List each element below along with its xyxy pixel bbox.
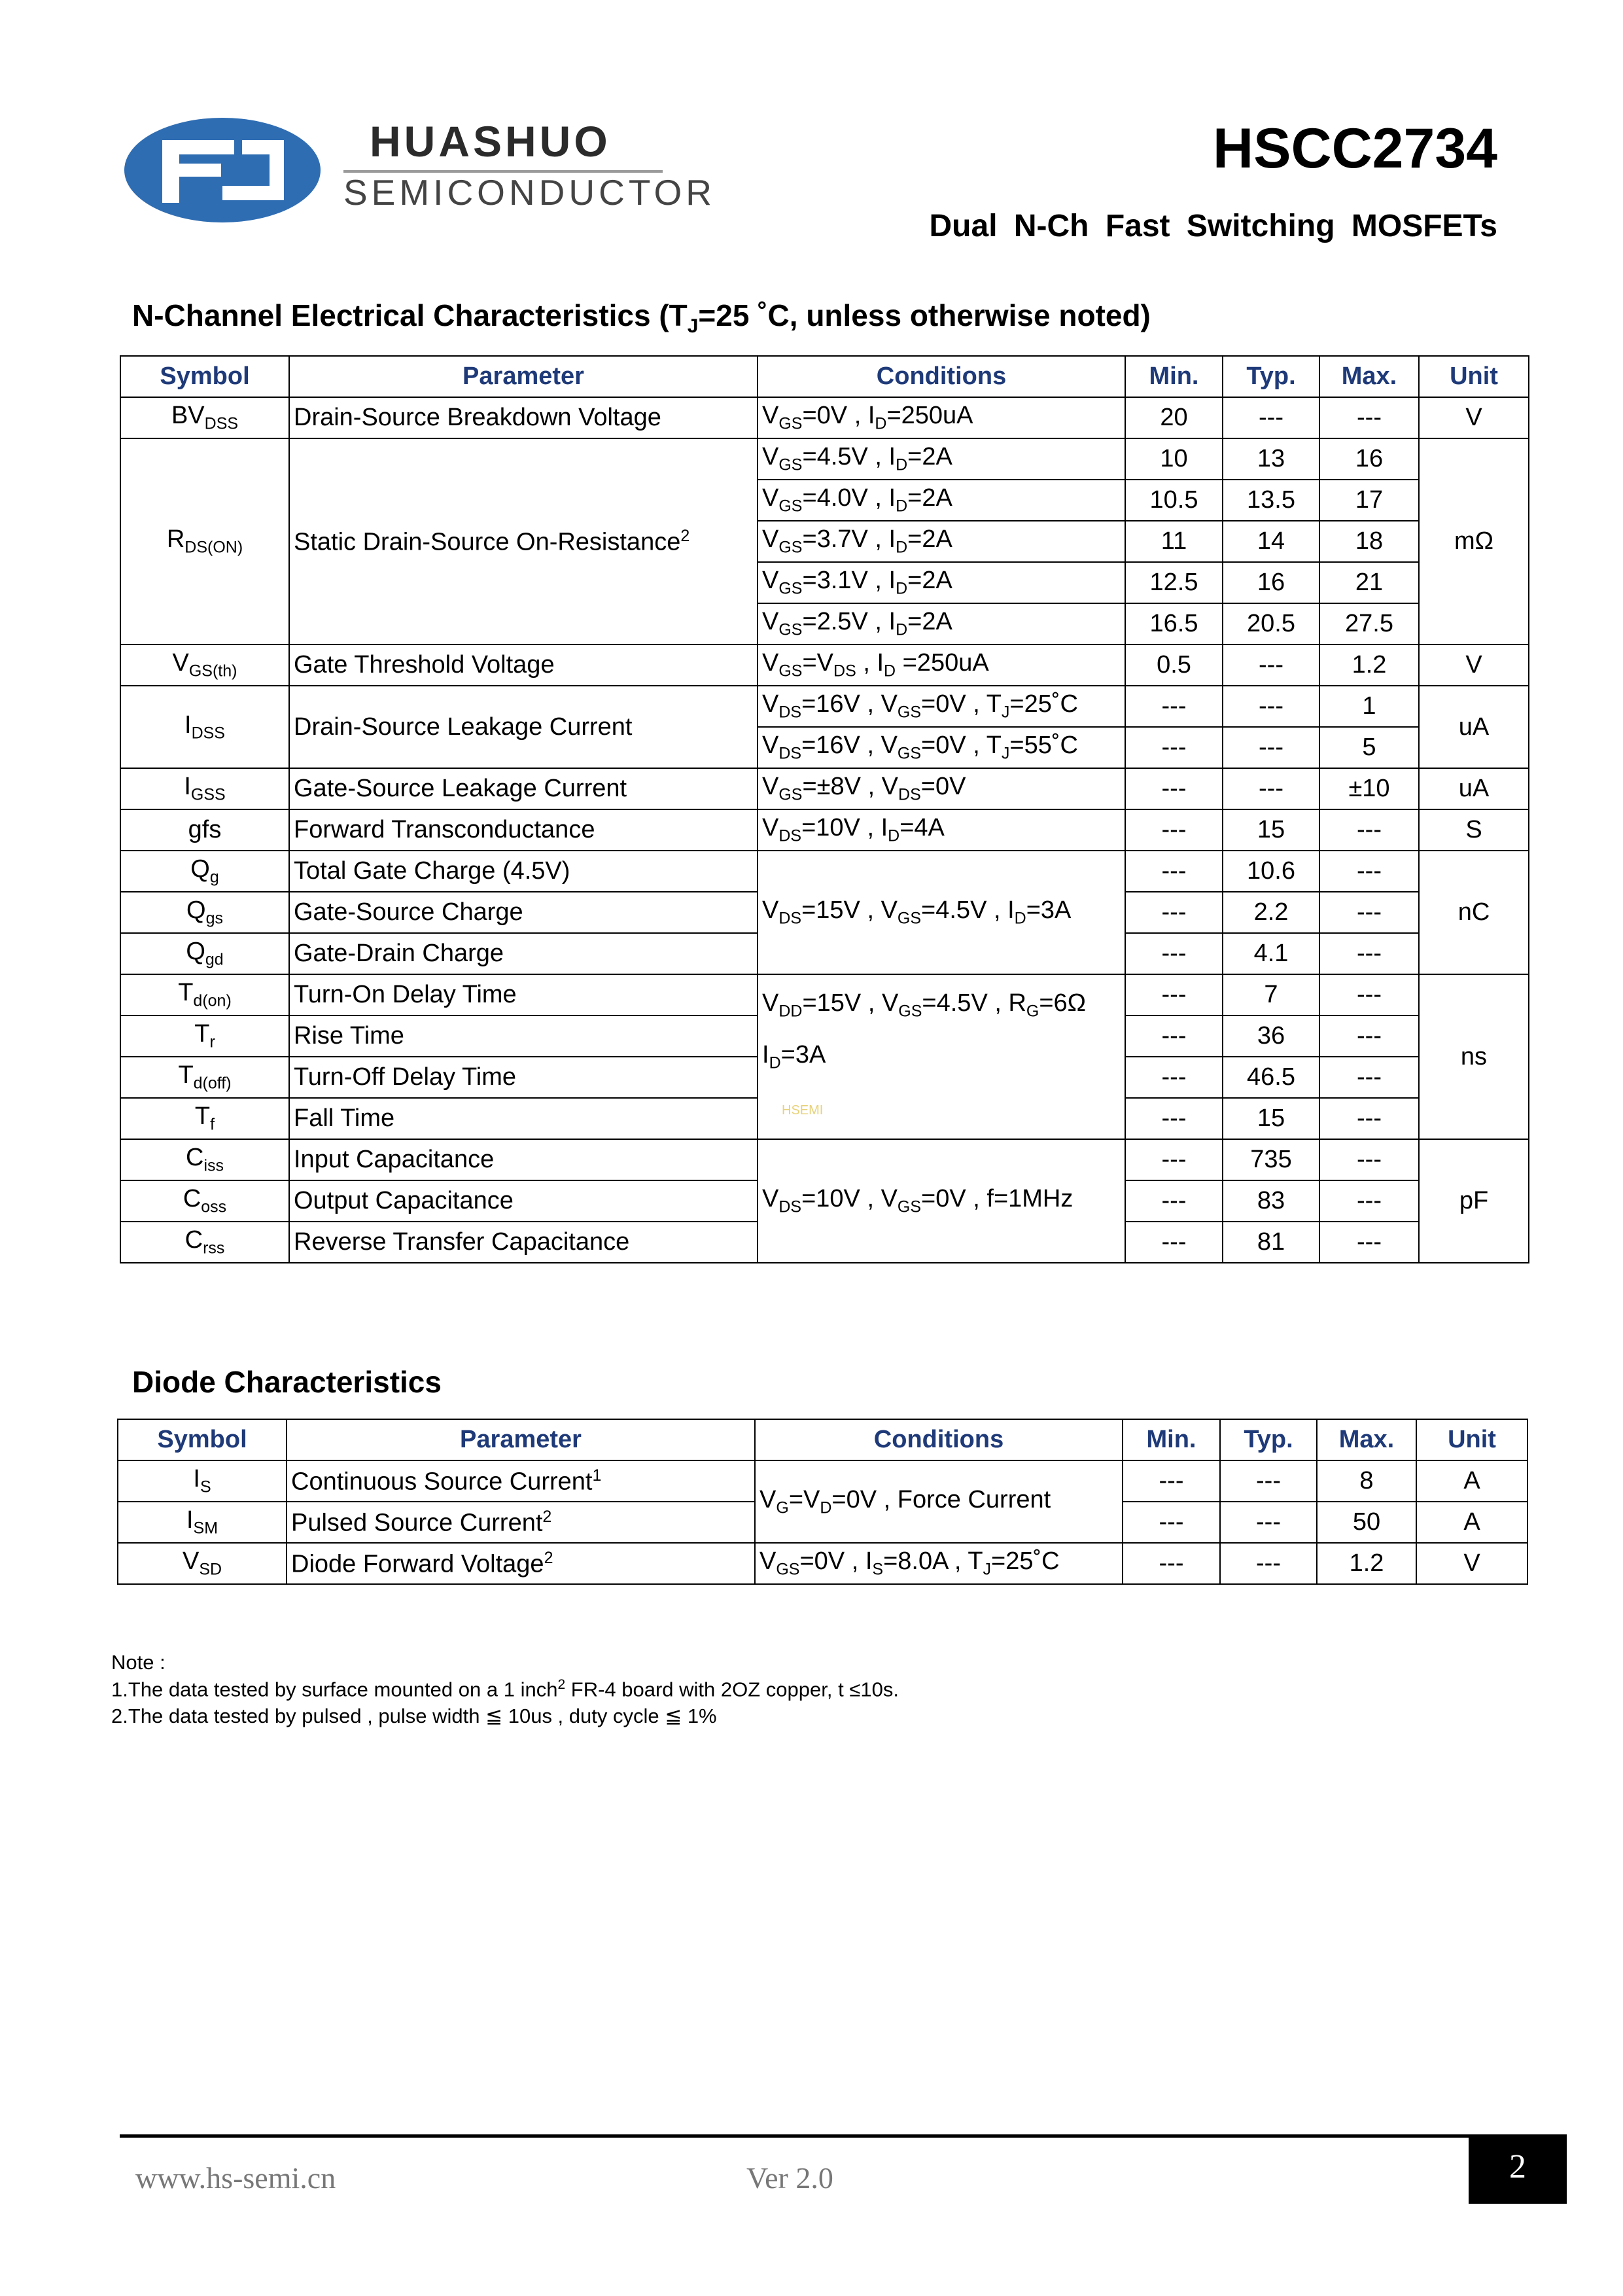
max-cell: 1 — [1319, 686, 1419, 727]
max-cell: 50 — [1317, 1502, 1416, 1543]
header-cell: Parameter — [287, 1419, 755, 1460]
typ-cell: 2.2 — [1223, 892, 1319, 933]
table-row — [120, 809, 1529, 851]
header-cell: Typ. — [1223, 356, 1319, 397]
max-cell: 8 — [1317, 1460, 1416, 1502]
min-cell: --- — [1123, 1460, 1220, 1502]
header-cell: Min. — [1123, 1419, 1220, 1460]
table-header-row — [120, 356, 1529, 397]
parameter-cell: Gate Threshold Voltage — [289, 645, 758, 686]
parameter-cell: Rise Time — [289, 1016, 758, 1057]
parameter-cell: Pulsed Source Current$^2$ — [287, 1502, 755, 1543]
unit-cell: mΩ — [1419, 438, 1529, 645]
header-cell: Typ. — [1220, 1419, 1317, 1460]
parameter-cell: Drain-Source Leakage Current — [289, 686, 758, 768]
header-cell: Parameter — [289, 356, 758, 397]
product-subtitle: Dual N-Ch Fast Switching MOSFETs — [929, 209, 1497, 243]
min-cell: 12.5 — [1125, 562, 1223, 603]
min-cell: 11 — [1125, 521, 1223, 562]
table-row — [120, 851, 1529, 892]
min-cell: --- — [1125, 809, 1223, 851]
symbol-cell: $Q_{gs}$ — [120, 892, 289, 933]
typ-cell: --- — [1220, 1543, 1317, 1584]
footer-version: Ver 2.0 — [746, 2161, 833, 2195]
parameter-cell: Diode Forward Voltage$^2$ — [287, 1543, 755, 1584]
typ-cell: 81 — [1223, 1222, 1319, 1263]
table-row — [120, 768, 1529, 809]
unit-cell: V — [1419, 645, 1529, 686]
header-cell: Min. — [1125, 356, 1223, 397]
unit-cell: A — [1416, 1460, 1527, 1502]
typ-cell: 13.5 — [1223, 480, 1319, 521]
conditions-cell: $V_{GS}=0V$ , $I_S=8.0A$ , $T_J=25˚C$ — [755, 1543, 1123, 1584]
footer-divider — [120, 2134, 1469, 2138]
conditions-cell: $V_{DS}=16V$ , $V_{GS}=0V$ , $T_J=55˚C$ — [758, 727, 1125, 768]
max-cell: 17 — [1319, 480, 1419, 521]
min-cell: --- — [1125, 851, 1223, 892]
parameter-cell: Static Drain-Source On-Resistance$^2$ — [289, 438, 758, 645]
typ-cell: 4.1 — [1223, 933, 1319, 974]
header-cell: Conditions — [758, 356, 1125, 397]
footer-website: www.hs-semi.cn — [135, 2161, 336, 2195]
min-cell: --- — [1125, 1139, 1223, 1180]
header-cell: Max. — [1317, 1419, 1416, 1460]
typ-cell: 15 — [1223, 1098, 1319, 1139]
max-cell: --- — [1319, 892, 1419, 933]
min-cell: --- — [1125, 1016, 1223, 1057]
symbol-cell: $C_{oss}$ — [120, 1180, 289, 1222]
conditions-cell: $V_{DS}=10V$ , $I_D=4A$ — [758, 809, 1125, 851]
typ-cell: --- — [1223, 686, 1319, 727]
typ-cell: --- — [1223, 645, 1319, 686]
conditions-cell: $V_{GS}=3.1V$ , $I_D=2A$ — [758, 562, 1125, 603]
symbol-cell: $T_f$ — [120, 1098, 289, 1139]
unit-cell: uA — [1419, 768, 1529, 809]
brand-name: HUASHUO — [370, 117, 611, 166]
symbol-cell: $T_{d(off)}$ — [120, 1057, 289, 1098]
max-cell: 1.2 — [1317, 1543, 1416, 1584]
typ-cell: --- — [1220, 1460, 1317, 1502]
header-cell: Symbol — [120, 356, 289, 397]
symbol-cell: $R_{DS(ON)}$ — [120, 438, 289, 645]
page-number: 2 — [1509, 2148, 1526, 2185]
parameter-cell: Turn-On Delay Time — [289, 974, 758, 1016]
min-cell: --- — [1125, 892, 1223, 933]
nch-section-title: N-Channel Electrical Characteristics ($T_J=25$ ˚C, unless otherwise noted) — [132, 298, 1151, 338]
nch-characteristics-table — [120, 355, 1529, 1263]
symbol-cell: $Q_g$ — [120, 851, 289, 892]
symbol-cell: $I_{DSS}$ — [120, 686, 289, 768]
conditions-cell: $V_{GS}=V_{DS}$ , $I_D =250uA$ — [758, 645, 1125, 686]
table-row — [118, 1460, 1527, 1502]
typ-cell: 16 — [1223, 562, 1319, 603]
min-cell: --- — [1125, 768, 1223, 809]
conditions-cell: $V_{DS}=10V$ , $V_{GS}=0V$ , f=1MHz — [758, 1139, 1125, 1263]
conditions-cell: $V_{GS}=4.5V$ , $I_D=2A$ — [758, 438, 1125, 480]
table-row — [120, 974, 1529, 1016]
symbol-cell: $V_{SD}$ — [118, 1543, 287, 1584]
part-number: HSCC2734 — [1213, 117, 1497, 180]
unit-cell: A — [1416, 1502, 1527, 1543]
max-cell: --- — [1319, 1057, 1419, 1098]
conditions-cell: $V_{GS}=4.0V$ , $I_D=2A$ — [758, 480, 1125, 521]
typ-cell: 83 — [1223, 1180, 1319, 1222]
min-cell: --- — [1125, 686, 1223, 727]
brand-subtitle: SEMICONDUCTOR — [343, 172, 716, 213]
typ-cell: --- — [1220, 1502, 1317, 1543]
symbol-cell: $V_{GS(th)}$ — [120, 645, 289, 686]
diode-characteristics-table — [117, 1419, 1528, 1585]
note-2: 2.The data tested by pulsed , pulse width ≦ 10us , duty cycle ≦ 1% — [111, 1704, 717, 1727]
max-cell: 18 — [1319, 521, 1419, 562]
symbol-cell: $I_{SM}$ — [118, 1502, 287, 1543]
max-cell: --- — [1319, 1222, 1419, 1263]
header-cell: Max. — [1319, 356, 1419, 397]
parameter-cell: Gate-Drain Charge — [289, 933, 758, 974]
conditions-cell: $V_{GS}=2.5V$ , $I_D=2A$ — [758, 603, 1125, 645]
max-cell: ±10 — [1319, 768, 1419, 809]
symbol-cell: $C_{rss}$ — [120, 1222, 289, 1263]
symbol-cell: $Q_{gd}$ — [120, 933, 289, 974]
min-cell: 16.5 — [1125, 603, 1223, 645]
symbol-cell: $C_{iss}$ — [120, 1139, 289, 1180]
typ-cell: 36 — [1223, 1016, 1319, 1057]
conditions-cell: $V_{GS}=3.7V$ , $I_D=2A$ — [758, 521, 1125, 562]
max-cell: --- — [1319, 851, 1419, 892]
conditions-cell: $V_{DD}=15V$ , $V_{GS}=4.5V$ , $R_G=6\Omega$ $I_D=3A$ HSEMI — [758, 974, 1125, 1139]
header-cell: Symbol — [118, 1419, 287, 1460]
min-cell: --- — [1125, 933, 1223, 974]
max-cell: 16 — [1319, 438, 1419, 480]
header-cell: Conditions — [755, 1419, 1123, 1460]
notes-heading: Note : — [111, 1651, 166, 1674]
min-cell: --- — [1125, 1222, 1223, 1263]
max-cell: 1.2 — [1319, 645, 1419, 686]
min-cell: --- — [1125, 1180, 1223, 1222]
conditions-cell: $V_{DS}=15V$ , $V_{GS}=4.5V$ , $I_D=3A$ — [758, 851, 1125, 974]
min-cell: 10.5 — [1125, 480, 1223, 521]
unit-cell: S — [1419, 809, 1529, 851]
parameter-cell: Input Capacitance — [289, 1139, 758, 1180]
max-cell: --- — [1319, 809, 1419, 851]
typ-cell: 20.5 — [1223, 603, 1319, 645]
symbol-cell: $T_{d(on)}$ — [120, 974, 289, 1016]
note-1: 1.The data tested by surface mounted on a 1 inch$^2$ FR-4 board with 2OZ copper, t ≤10s. — [111, 1677, 899, 1701]
max-cell: 5 — [1319, 727, 1419, 768]
symbol-cell: gfs — [120, 809, 289, 851]
parameter-cell: Forward Transconductance — [289, 809, 758, 851]
unit-cell: nC — [1419, 851, 1529, 974]
max-cell: --- — [1319, 1098, 1419, 1139]
table-row — [120, 686, 1529, 727]
table-row — [120, 645, 1529, 686]
parameter-cell: Total Gate Charge (4.5V) — [289, 851, 758, 892]
typ-cell: 46.5 — [1223, 1057, 1319, 1098]
symbol-cell: $I_{GSS}$ — [120, 768, 289, 809]
parameter-cell: Reverse Transfer Capacitance — [289, 1222, 758, 1263]
unit-cell: V — [1416, 1543, 1527, 1584]
typ-cell: 14 — [1223, 521, 1319, 562]
table-row — [120, 438, 1529, 480]
header-cell: Unit — [1416, 1419, 1527, 1460]
table-row — [120, 397, 1529, 438]
company-logo — [124, 118, 321, 222]
max-cell: --- — [1319, 933, 1419, 974]
symbol-cell: $T_r$ — [120, 1016, 289, 1057]
parameter-cell: Drain-Source Breakdown Voltage — [289, 397, 758, 438]
unit-cell: pF — [1419, 1139, 1529, 1263]
typ-cell: 15 — [1223, 809, 1319, 851]
typ-cell: 10.6 — [1223, 851, 1319, 892]
symbol-cell: $BV_{DSS}$ — [120, 397, 289, 438]
max-cell: --- — [1319, 1180, 1419, 1222]
parameter-cell: Continuous Source Current$^1$ — [287, 1460, 755, 1502]
table-row — [118, 1543, 1527, 1584]
conditions-cell: $V_{DS}=16V$ , $V_{GS}=0V$ , $T_J=25˚C$ — [758, 686, 1125, 727]
parameter-cell: Gate-Source Charge — [289, 892, 758, 933]
faint-watermark: HSEMI — [782, 1103, 824, 1118]
diode-section-title: Diode Characteristics — [132, 1365, 442, 1399]
min-cell: --- — [1125, 727, 1223, 768]
header-cell: Unit — [1419, 356, 1529, 397]
min-cell: 10 — [1125, 438, 1223, 480]
max-cell: 27.5 — [1319, 603, 1419, 645]
typ-cell: --- — [1223, 768, 1319, 809]
typ-cell: 13 — [1223, 438, 1319, 480]
parameter-cell: Output Capacitance — [289, 1180, 758, 1222]
conditions-cell: $V_G=V_D=0V$ , Force Current — [755, 1460, 1123, 1543]
min-cell: 20 — [1125, 397, 1223, 438]
table-row — [120, 1139, 1529, 1180]
unit-cell: ns — [1419, 974, 1529, 1139]
min-cell: --- — [1123, 1543, 1220, 1584]
max-cell: --- — [1319, 1016, 1419, 1057]
table-header-row — [118, 1419, 1527, 1460]
parameter-cell: Turn-Off Delay Time — [289, 1057, 758, 1098]
max-cell: --- — [1319, 974, 1419, 1016]
min-cell: --- — [1123, 1502, 1220, 1543]
max-cell: --- — [1319, 1139, 1419, 1180]
symbol-cell: $I_S$ — [118, 1460, 287, 1502]
conditions-cell: $V_{GS}=0V$ , $I_D=250uA$ — [758, 397, 1125, 438]
parameter-cell: Fall Time — [289, 1098, 758, 1139]
unit-cell: V — [1419, 397, 1529, 438]
unit-cell: uA — [1419, 686, 1529, 768]
max-cell: --- — [1319, 397, 1419, 438]
typ-cell: 735 — [1223, 1139, 1319, 1180]
min-cell: --- — [1125, 1057, 1223, 1098]
typ-cell: 7 — [1223, 974, 1319, 1016]
conditions-cell: $V_{GS}=\pm 8V$ , $V_{DS}=0V$ — [758, 768, 1125, 809]
min-cell: 0.5 — [1125, 645, 1223, 686]
typ-cell: --- — [1223, 397, 1319, 438]
max-cell: 21 — [1319, 562, 1419, 603]
parameter-cell: Gate-Source Leakage Current — [289, 768, 758, 809]
min-cell: --- — [1125, 1098, 1223, 1139]
min-cell: --- — [1125, 974, 1223, 1016]
typ-cell: --- — [1223, 727, 1319, 768]
